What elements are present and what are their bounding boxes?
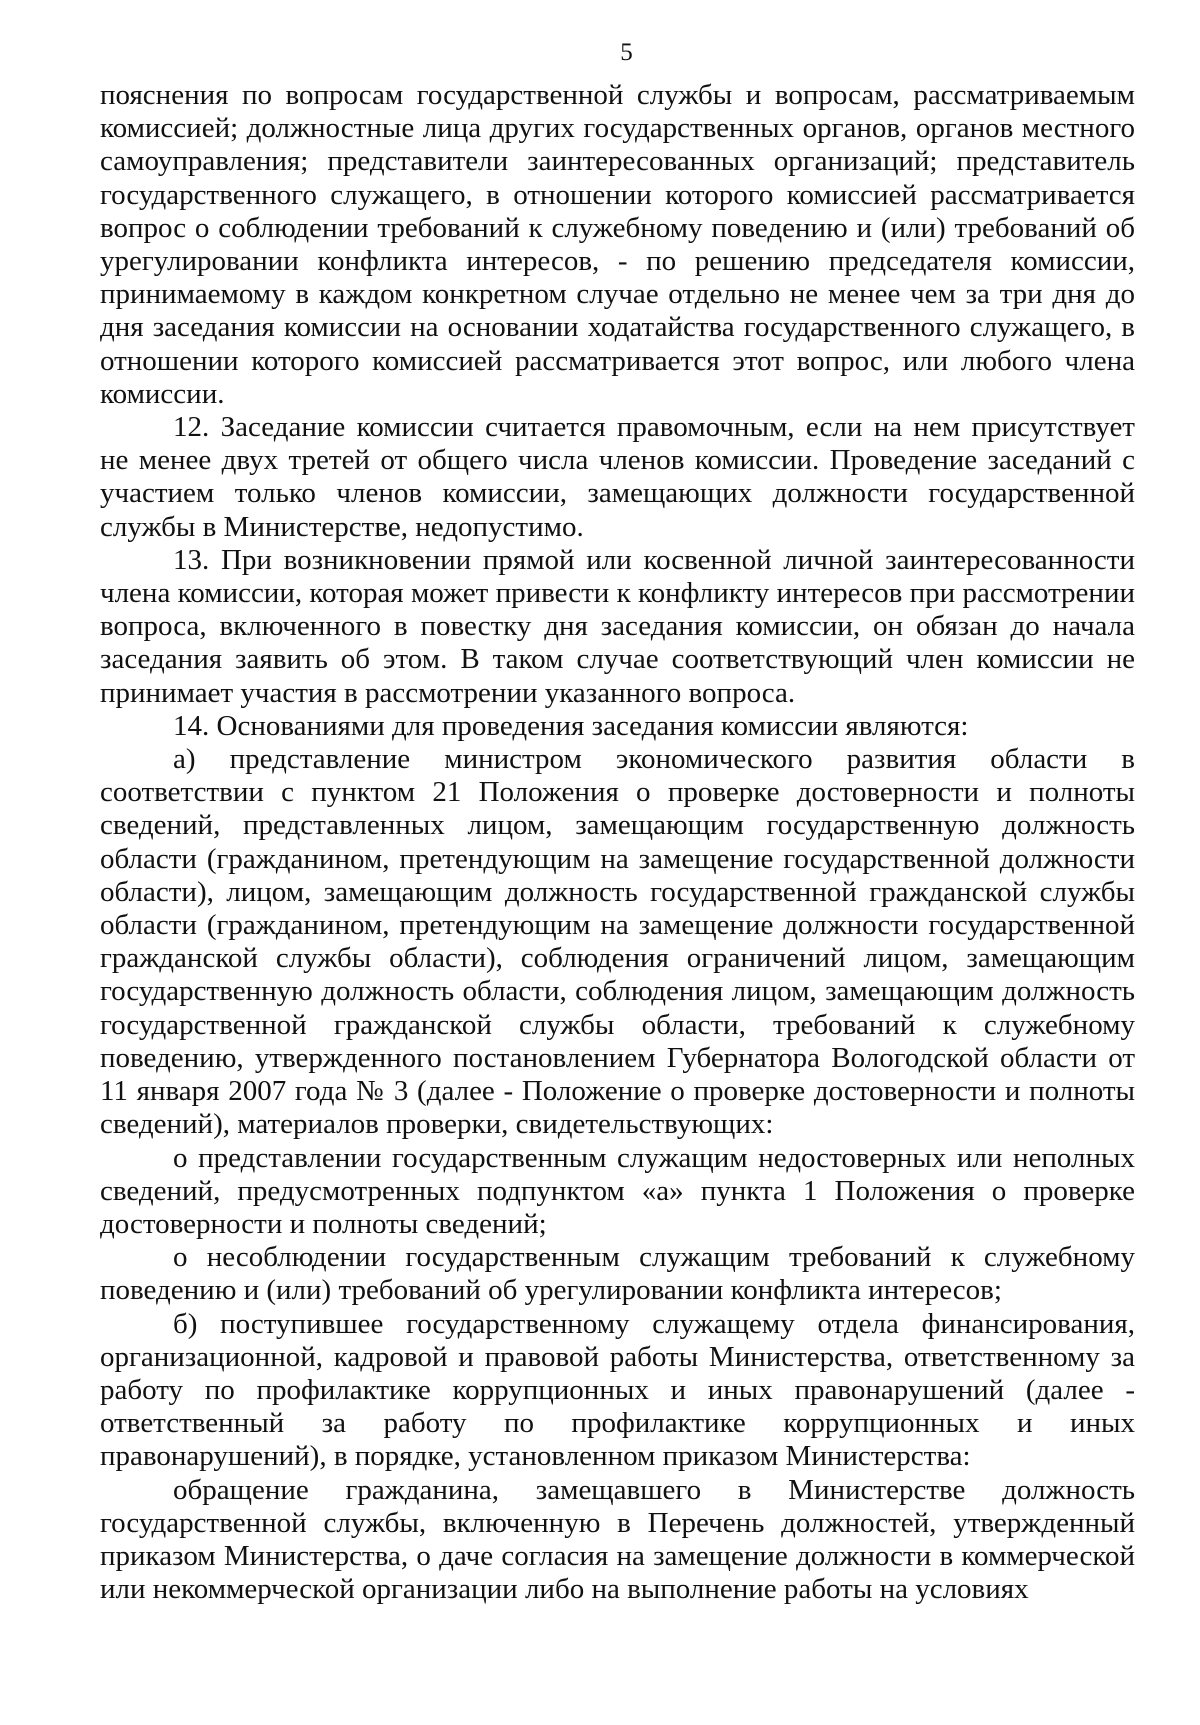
- paragraph-subclause-a-item-1: о представлении государственным служащим недостоверных или неполных сведений, предусмотренных подпунктом «а» пункта 1 Положения о проверке достоверности и полноты сведений;: [100, 1141, 1135, 1240]
- paragraph-clause-14: 14. Основаниями для проведения заседания комиссии являются:: [173, 709, 969, 742]
- paragraph-subclause-b-item-1: обращение гражданина, замещавшего в Министерстве должность государственной службы, включенную в Перечень должностей, утвержденный приказом Министерства, о даче согласия на замещение должности в коммерческой или некоммерческой организации либо на выполнение работы на условиях: [100, 1473, 1135, 1606]
- paragraph-clause-12: 12. Заседание комиссии считается правомочным, если на нем присутствует не менее двух третей от общего числа членов комиссии. Проведение заседаний с участием только членов комиссии, замещающих должности государственной службы в Министерстве, недопустимо.: [100, 411, 1135, 543]
- paragraph-subclause-b: б) поступившее государственному служащему отдела финансирования, организационной, кадровой и правовой работы Министерства, ответственному за работу по профилактике коррупционных и иных правонарушений (далее - ответственный за работу по профилактике коррупционных и иных правонарушений), в порядке, установленном приказом Министерства:: [100, 1307, 1135, 1473]
- paragraph-subclause-a-item-2: о несоблюдении государственным служащим требований к служебному поведению и (или) требований об урегулировании конфликта интересов;: [100, 1241, 1135, 1307]
- paragraph-subclause-a: а) представление министром экономического развития области в соответствии с пунктом 21 Положения о проверке достоверности и полноты сведений, представленных лицом, замещающим государственную должность области (гражданином, претендующим на замещение государственной должности области), лицом, замещающим должность государственной гражданской службы области (гражданином, претендующим на замещение должности государственной гражданской службы области), соблюдения ограничений лицом, замещающим государственную должность области, соблюдения лицом, замещающим должность государственной гражданской службы области, требований к служебному поведению, утвержденного постановлением Губернатора Вологодской области от 11 января 2007 года № 3 (далее - Положение о проверке достоверности и полноты сведений), материалов проверки, свидетельствующих:: [100, 743, 1135, 1141]
- document-page: [100, 38, 1135, 1606]
- paragraph-clause-13: 13. При возникновении прямой или косвенной личной заинтересованности члена комиссии, которая может привести к конфликту интересов при рассмотрении вопроса, включенного в повестку дня заседания комиссии, он обязан до начала заседания заявить об этом. В таком случае соответствующий член комиссии не принимает участия в рассмотрении указанного вопроса.: [100, 543, 1135, 709]
- page-number: 5: [620, 39, 633, 66]
- paragraph-continuation: пояснения по вопросам государственной службы и вопросам, рассматриваемым комиссией; должностные лица других государственных органов, органов местного самоуправления; представители заинтересованных организаций; представитель государственного служащего, в отношении которого комиссией рассматривается вопрос о соблюдении требований к служебному поведению и (или) требований об урегулировании конфликта интересов, - по решению председателя комиссии, принимаемому в каждом конкретном случае отдельно не менее чем за три дня до дня заседания комиссии на основании ходатайства государственного служащего, в отношении которого комиссией рассматривается этот вопрос, или любого члена комиссии.: [100, 79, 1135, 410]
- document-body: [100, 79, 1135, 1606]
